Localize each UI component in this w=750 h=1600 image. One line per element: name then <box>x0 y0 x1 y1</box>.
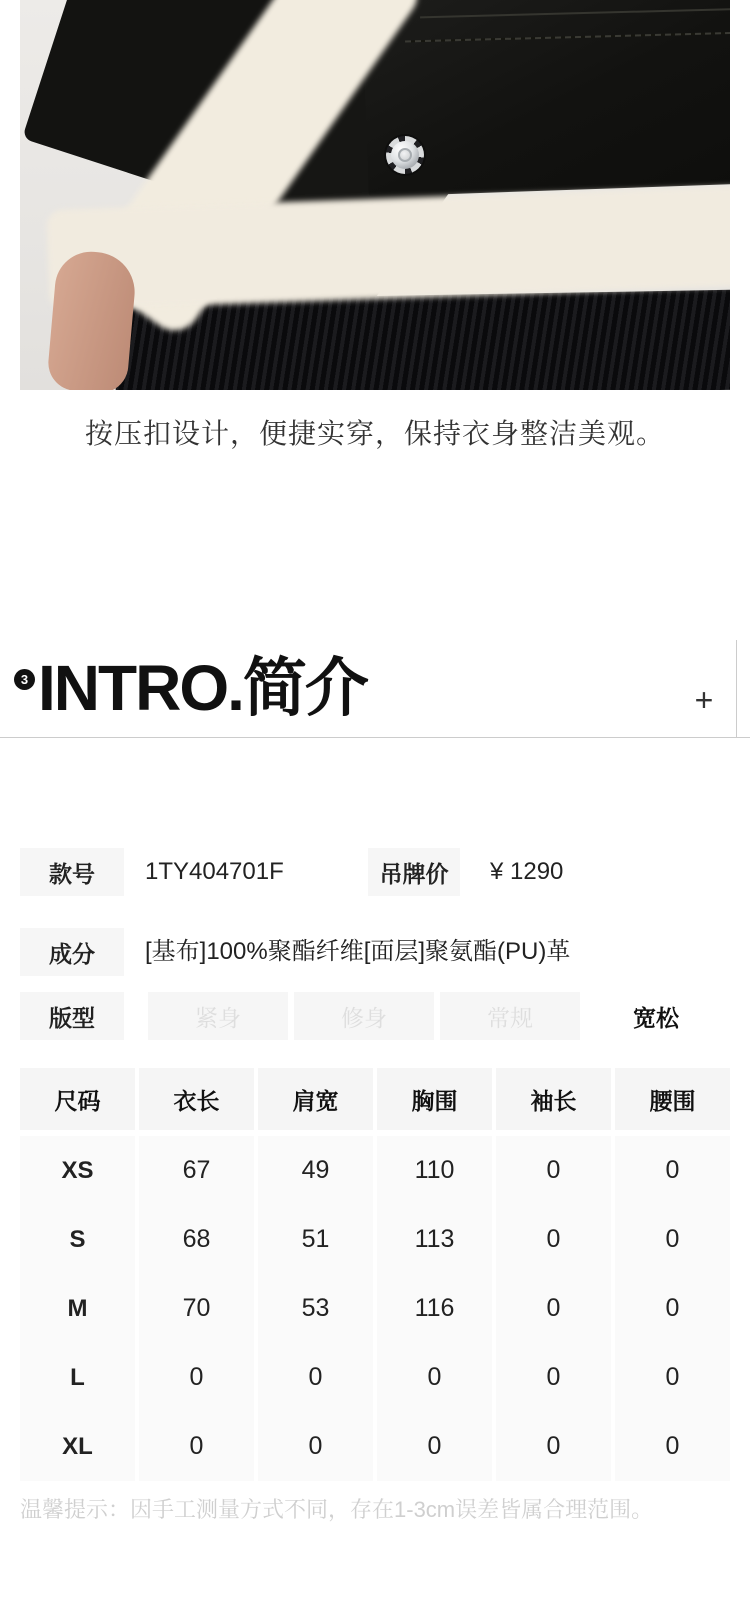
measure-cell: 0 <box>377 1343 492 1412</box>
measure-cell: 0 <box>615 1136 730 1205</box>
intro-title-cn: 简介 <box>242 652 367 724</box>
style-number-label: 款号 <box>20 848 124 896</box>
size-cell: M <box>20 1274 135 1343</box>
measure-cell: 0 <box>258 1412 373 1481</box>
measurement-tip: 温馨提示：因手工测量方式不同，存在1-3cm误差皆属合理范围。 <box>20 1497 654 1522</box>
snap-button-graphic <box>386 136 424 174</box>
style-number-value: 1TY404701F <box>145 858 284 885</box>
size-table <box>20 1068 730 1481</box>
tag-price-label: 吊牌价 <box>368 848 460 896</box>
composition-value: [基布]100%聚酯纤维[面层]聚氨酯(PU)革 <box>145 938 571 965</box>
size-table-header-cell: 衣长 <box>139 1068 254 1130</box>
measure-cell: 0 <box>615 1412 730 1481</box>
measure-cell: 49 <box>258 1136 373 1205</box>
measure-cell: 0 <box>615 1205 730 1274</box>
size-cell: L <box>20 1343 135 1412</box>
fit-label: 版型 <box>20 992 124 1040</box>
measure-cell: 67 <box>139 1136 254 1205</box>
measure-cell: 0 <box>258 1343 373 1412</box>
measure-cell: 53 <box>258 1274 373 1343</box>
measure-cell: 0 <box>139 1412 254 1481</box>
measure-cell: 0 <box>496 1343 611 1412</box>
model-hand-shape <box>46 249 138 390</box>
measure-cell: 0 <box>139 1343 254 1412</box>
measure-cell: 0 <box>377 1412 492 1481</box>
expand-plus-icon[interactable]: + <box>694 681 714 718</box>
tag-price-value: ¥ 1290 <box>490 858 564 885</box>
intro-section-number-badge: 3 <box>14 669 35 690</box>
product-photo <box>20 0 730 390</box>
section-right-tick <box>736 640 737 737</box>
intro-title-en: INTRO. <box>38 652 243 724</box>
size-table-header-cell: 尺码 <box>20 1068 135 1130</box>
section-divider <box>0 737 750 738</box>
intro-section-title <box>38 654 367 722</box>
size-table-body <box>20 1136 730 1481</box>
measure-cell: 68 <box>139 1205 254 1274</box>
measure-cell: 116 <box>377 1274 492 1343</box>
measure-cell: 0 <box>496 1412 611 1481</box>
size-table-header-cell: 袖长 <box>496 1068 611 1130</box>
measure-cell: 0 <box>496 1205 611 1274</box>
size-table-header-cell: 胸围 <box>377 1068 492 1130</box>
measure-cell: 113 <box>377 1205 492 1274</box>
fit-option-regular: 常规 <box>440 992 580 1040</box>
fit-option-tight: 紧身 <box>148 992 288 1040</box>
size-cell: XL <box>20 1412 135 1481</box>
measure-cell: 0 <box>615 1343 730 1412</box>
measure-cell: 110 <box>377 1136 492 1205</box>
size-table-header-row <box>20 1068 730 1130</box>
fit-option-slim: 修身 <box>294 992 434 1040</box>
measure-cell: 70 <box>139 1274 254 1343</box>
measure-cell: 0 <box>615 1274 730 1343</box>
size-table-header-cell: 肩宽 <box>258 1068 373 1130</box>
size-cell: XS <box>20 1136 135 1205</box>
photo-caption: 按压扣设计，便捷实穿，保持衣身整洁美观。 <box>84 418 665 449</box>
fit-option-loose-selected: 宽松 <box>586 992 726 1040</box>
size-table-header-cell: 腰围 <box>615 1068 730 1130</box>
measure-cell: 51 <box>258 1205 373 1274</box>
measure-cell: 0 <box>496 1136 611 1205</box>
measure-cell: 0 <box>496 1274 611 1343</box>
size-cell: S <box>20 1205 135 1274</box>
composition-label: 成分 <box>20 928 124 976</box>
